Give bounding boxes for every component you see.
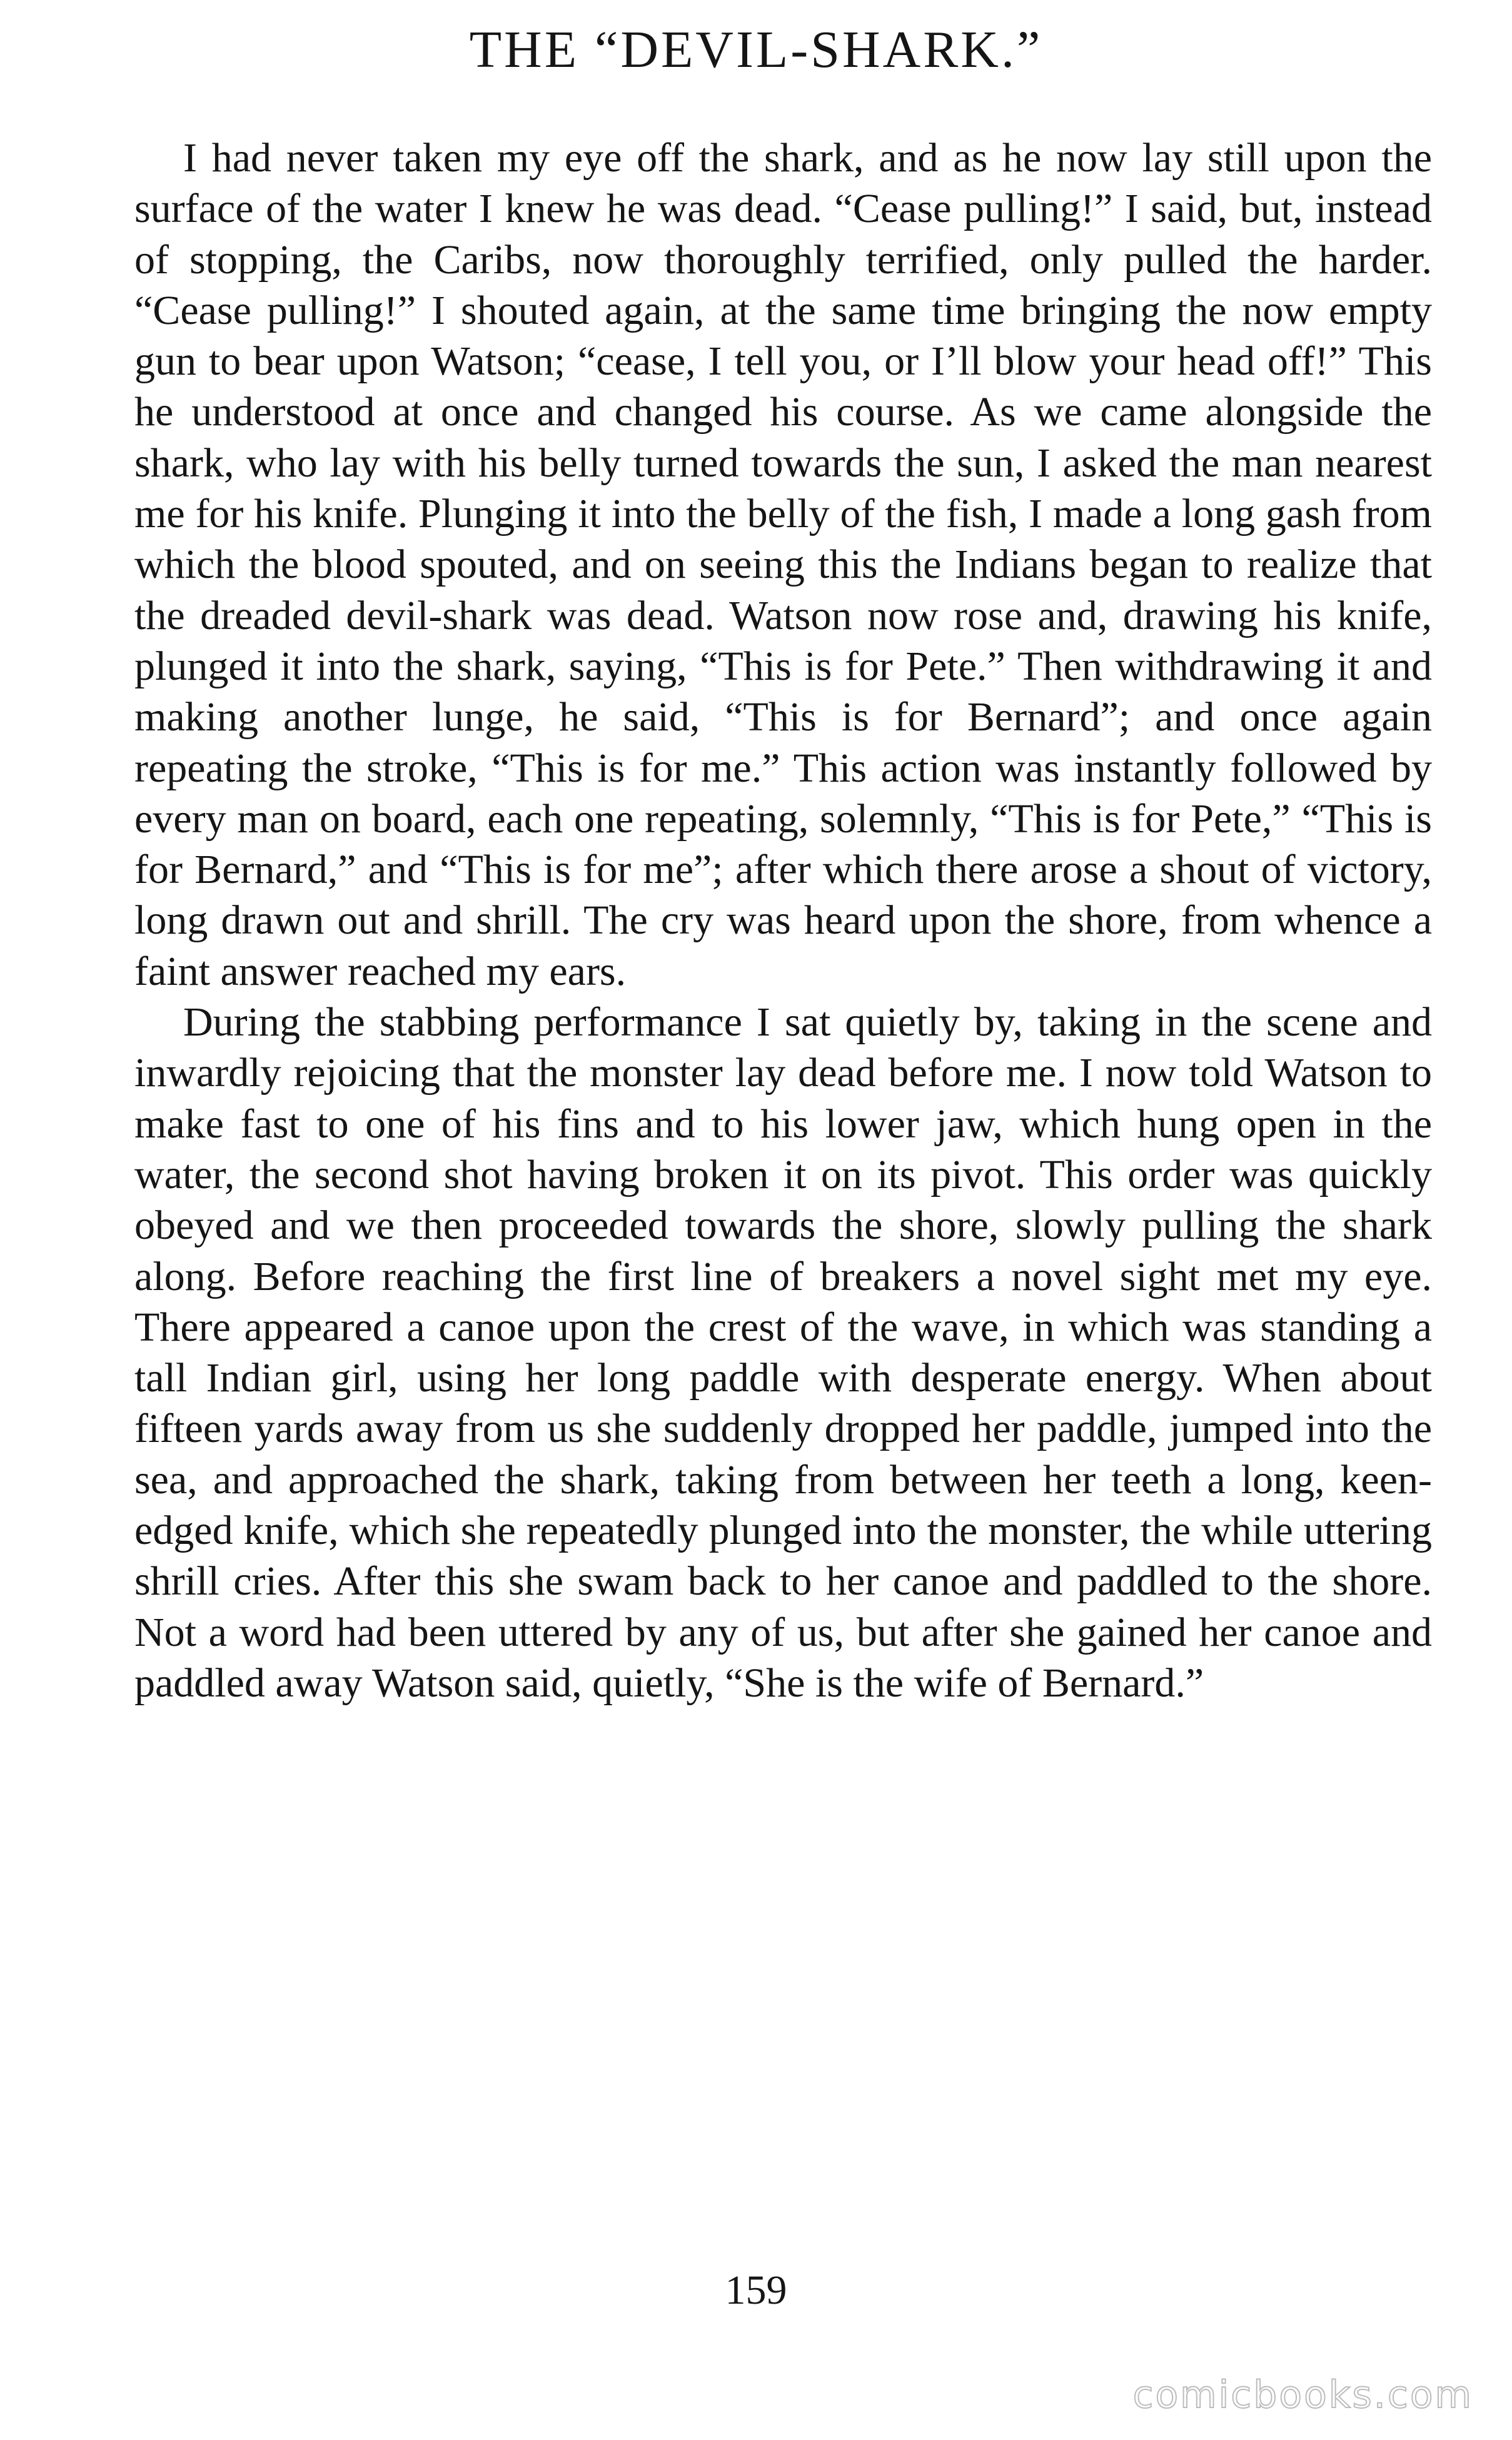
body-text [134, 133, 1432, 1708]
page-title: THE “DEVIL-SHARK.” [469, 21, 1043, 79]
page-number: 159 [725, 2267, 787, 2313]
watermark: comicbooks.com [1132, 2373, 1473, 2417]
paragraph-1: I had never taken my eye off the shark, and as he now lay still upon the surface of the water I knew he was dead. “Cease pulling!” I said, but, instead of stopping, the Caribs, now thoroughly terrified, only pulled the harder. “Cease pulling!” I shouted again, at the same time bringing the now empty gun to bear upon Watson; “cease, I tell you, or I’ll blow your head off!” This he understood at once and changed his course. As we came alongside the shark, who lay with his belly turned towards the sun, I asked the man nearest me for his knife. Plunging it into the belly of the fish, I made a long gash from which the blood spouted, and on seeing this the Indians began to realize that the dreaded devil-shark was dead. Watson now rose and, drawing his knife, plunged it into the shark, saying, “This is for Pete.” Then withdrawing it and making another lunge, he said, “This is for Bernard”; and once again repeating the stroke, “This is for me.” This action was instantly followed by every man on board, each one repeating, solemnly, “This is for Pete,” “This is for Bernard,” and “This is for me”; after which there arose a shout of victory, long drawn out and shrill. The cry was heard upon the shore, from whence a faint answer reached my ears. [134, 135, 1432, 994]
paragraph-2: During the stabbing performance I sat quietly by, taking in the scene and inwardly rejoicing that the monster lay dead before me. I now told Watson to make fast to one of his fins and to his lower jaw, which hung open in the water, the second shot having broken it on its pivot. This order was quickly obeyed and we then proceeded towards the shore, slowly pulling the shark along. Before reaching the first line of breakers a novel sight met my eye. There appeared a canoe upon the crest of the wave, in which was standing a tall Indian girl, using her long paddle with desperate energy. When about fifteen yards away from us she suddenly dropped her paddle, jumped into the sea, and approached the shark, taking from between her teeth a long, keen-edged knife, which she repeatedly plunged into the monster, the while uttering shrill cries. After this she swam back to her canoe and paddled to the shore. Not a word had been uttered by any of us, but after she gained her canoe and paddled away Watson said, quietly, “She is the wife of Bernard.” [134, 999, 1432, 1706]
